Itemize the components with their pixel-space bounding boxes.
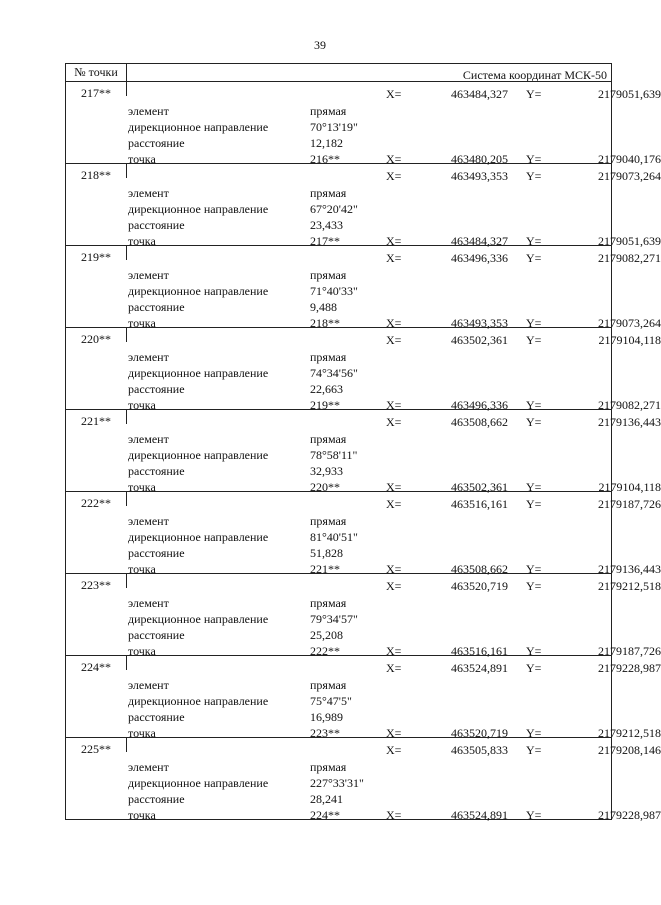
element-label: элемент (128, 678, 169, 692)
point-id: 224** (81, 660, 111, 674)
direction-label: дирекционное направление (128, 448, 269, 462)
target-y-value: 2179040,176 (598, 152, 661, 166)
page-number: 39 (314, 38, 326, 52)
point-coords-row (128, 496, 661, 512)
element-row (128, 103, 611, 119)
y-label: Y= (526, 234, 542, 248)
element-row (128, 595, 611, 611)
point-block (65, 737, 661, 822)
y-value: 2179073,264 (598, 169, 661, 183)
y-label: Y= (526, 644, 542, 658)
column-divider (126, 738, 127, 752)
point-coords-row (128, 742, 661, 758)
column-divider (126, 656, 127, 670)
target-point-id: 221** (310, 562, 340, 576)
x-value: 463493,353 (451, 169, 508, 183)
distance-value: 12,182 (310, 136, 343, 150)
element-row (128, 349, 611, 365)
target-x-value: 463516,161 (451, 644, 508, 658)
target-point-row (128, 807, 661, 823)
element-row (128, 759, 611, 775)
distance-label: расстояние (128, 218, 185, 232)
element-value: прямая (310, 350, 347, 364)
x-label: X= (386, 497, 402, 511)
table-header (65, 63, 612, 81)
point-label: точка (128, 234, 156, 248)
element-value: прямая (310, 186, 347, 200)
y-value: 2179051,639 (598, 87, 661, 101)
element-label: элемент (128, 186, 169, 200)
direction-label: дирекционное направление (128, 776, 269, 790)
x-value: 463520,719 (451, 579, 508, 593)
x-value: 463484,327 (451, 87, 508, 101)
target-x-value: 463496,336 (451, 398, 508, 412)
point-coords-row (128, 578, 661, 594)
target-y-value: 2179228,987 (598, 808, 661, 822)
point-coords-row (128, 168, 661, 184)
y-value: 2179208,146 (598, 743, 661, 757)
y-label: Y= (526, 316, 542, 330)
distance-row (128, 217, 611, 233)
direction-row (128, 201, 611, 217)
y-label: Y= (526, 152, 542, 166)
column-divider (126, 492, 127, 506)
x-label: X= (386, 398, 402, 412)
point-coords-row (128, 250, 661, 266)
direction-value: 67°20'42" (310, 202, 358, 216)
y-value: 2179228,987 (598, 661, 661, 675)
direction-row (128, 693, 611, 709)
distance-label: расстояние (128, 300, 185, 314)
target-y-value: 2179187,726 (598, 644, 661, 658)
point-coords-row (128, 332, 661, 348)
direction-label: дирекционное направление (128, 612, 269, 626)
point-column-header: № точки (66, 64, 127, 81)
element-value: прямая (310, 268, 347, 282)
x-value: 463502,361 (451, 333, 508, 347)
distance-label: расстояние (128, 464, 185, 478)
column-divider (126, 410, 127, 424)
element-value: прямая (310, 432, 347, 446)
element-value: прямая (310, 596, 347, 610)
direction-label: дирекционное направление (128, 366, 269, 380)
x-value: 463505,833 (451, 743, 508, 757)
element-label: элемент (128, 350, 169, 364)
point-id: 217** (81, 86, 111, 100)
direction-row (128, 365, 611, 381)
direction-value: 71°40'33" (310, 284, 358, 298)
point-id: 221** (81, 414, 111, 428)
direction-label: дирекционное направление (128, 120, 269, 134)
point-coords-row (128, 660, 661, 676)
point-label: точка (128, 152, 156, 166)
target-y-value: 2179082,271 (598, 398, 661, 412)
target-point-id: 216** (310, 152, 340, 166)
target-point-id: 224** (310, 808, 340, 822)
target-y-value: 2179104,118 (598, 480, 661, 494)
point-id: 223** (81, 578, 111, 592)
y-value: 2179082,271 (598, 251, 661, 265)
element-row (128, 431, 611, 447)
direction-value: 74°34'56" (310, 366, 358, 380)
x-value: 463496,336 (451, 251, 508, 265)
point-blocks (65, 81, 661, 822)
point-block (65, 245, 661, 330)
direction-row (128, 611, 611, 627)
point-coords-row (128, 414, 661, 430)
distance-row (128, 381, 611, 397)
target-x-value: 463480,205 (451, 152, 508, 166)
element-row (128, 185, 611, 201)
y-value: 2179187,726 (598, 497, 661, 511)
distance-row (128, 299, 611, 315)
direction-row (128, 283, 611, 299)
element-value: прямая (310, 104, 347, 118)
target-point-id: 223** (310, 726, 340, 740)
y-value: 2179136,443 (598, 415, 661, 429)
x-label: X= (386, 661, 402, 675)
column-divider (126, 82, 127, 96)
distance-value: 51,828 (310, 546, 343, 560)
element-label: элемент (128, 104, 169, 118)
element-label: элемент (128, 514, 169, 528)
distance-row (128, 627, 611, 643)
x-label: X= (386, 152, 402, 166)
x-label: X= (386, 562, 402, 576)
direction-value: 227°33'31" (310, 776, 364, 790)
direction-label: дирекционное направление (128, 694, 269, 708)
direction-value: 78°58'11" (310, 448, 358, 462)
element-label: элемент (128, 760, 169, 774)
distance-value: 25,208 (310, 628, 343, 642)
point-id: 219** (81, 250, 111, 264)
y-label: Y= (526, 743, 542, 757)
direction-row (128, 775, 611, 791)
element-row (128, 513, 611, 529)
target-x-value: 463502,361 (451, 480, 508, 494)
x-value: 463516,161 (451, 497, 508, 511)
x-label: X= (386, 808, 402, 822)
column-divider (126, 246, 127, 260)
target-y-value: 2179136,443 (598, 562, 661, 576)
direction-row (128, 119, 611, 135)
y-label: Y= (526, 808, 542, 822)
direction-value: 79°34'57" (310, 612, 358, 626)
target-x-value: 463484,327 (451, 234, 508, 248)
direction-row (128, 447, 611, 463)
element-label: элемент (128, 596, 169, 610)
x-value: 463524,891 (451, 661, 508, 675)
y-label: Y= (526, 480, 542, 494)
x-label: X= (386, 169, 402, 183)
point-id: 218** (81, 168, 111, 182)
target-point-id: 217** (310, 234, 340, 248)
distance-label: расстояние (128, 792, 185, 806)
column-divider (126, 574, 127, 588)
y-value: 2179104,118 (598, 333, 661, 347)
distance-label: расстояние (128, 382, 185, 396)
coordinate-table (65, 63, 661, 822)
distance-value: 32,933 (310, 464, 343, 478)
x-label: X= (386, 87, 402, 101)
point-block (65, 409, 661, 494)
y-label: Y= (526, 562, 542, 576)
distance-value: 22,663 (310, 382, 343, 396)
point-id: 220** (81, 332, 111, 346)
y-label: Y= (526, 251, 542, 265)
point-label: точка (128, 562, 156, 576)
distance-value: 23,433 (310, 218, 343, 232)
distance-row (128, 791, 611, 807)
element-value: прямая (310, 514, 347, 528)
element-label: элемент (128, 268, 169, 282)
direction-value: 75°47'5" (310, 694, 352, 708)
distance-row (128, 709, 611, 725)
point-label: точка (128, 726, 156, 740)
point-label: точка (128, 808, 156, 822)
distance-label: расстояние (128, 546, 185, 560)
y-label: Y= (526, 661, 542, 675)
point-block (65, 163, 661, 248)
distance-value: 16,989 (310, 710, 343, 724)
y-label: Y= (526, 398, 542, 412)
direction-row (128, 529, 611, 545)
target-x-value: 463493,353 (451, 316, 508, 330)
point-label: точка (128, 644, 156, 658)
target-x-value: 463520,719 (451, 726, 508, 740)
y-label: Y= (526, 497, 542, 511)
x-label: X= (386, 480, 402, 494)
distance-row (128, 545, 611, 561)
point-coords-row (128, 86, 661, 102)
distance-value: 9,488 (310, 300, 337, 314)
point-block (65, 81, 661, 166)
distance-value: 28,241 (310, 792, 343, 806)
point-block (65, 655, 661, 740)
target-x-value: 463508,662 (451, 562, 508, 576)
x-label: X= (386, 251, 402, 265)
x-label: X= (386, 743, 402, 757)
element-value: прямая (310, 678, 347, 692)
column-divider (126, 328, 127, 342)
x-value: 463508,662 (451, 415, 508, 429)
point-block (65, 573, 661, 658)
target-point-id: 222** (310, 644, 340, 658)
target-y-value: 2179051,639 (598, 234, 661, 248)
y-label: Y= (526, 87, 542, 101)
point-label: точка (128, 316, 156, 330)
x-label: X= (386, 415, 402, 429)
distance-label: расстояние (128, 136, 185, 150)
y-label: Y= (526, 726, 542, 740)
element-row (128, 267, 611, 283)
x-label: X= (386, 579, 402, 593)
direction-label: дирекционное направление (128, 530, 269, 544)
column-divider (126, 164, 127, 178)
element-label: элемент (128, 432, 169, 446)
point-id: 222** (81, 496, 111, 510)
y-label: Y= (526, 333, 542, 347)
coord-system-header: Система координат МСК-50 (462, 68, 607, 82)
distance-label: расстояние (128, 710, 185, 724)
x-label: X= (386, 333, 402, 347)
x-label: X= (386, 644, 402, 658)
direction-label: дирекционное направление (128, 284, 269, 298)
x-label: X= (386, 726, 402, 740)
distance-row (128, 135, 611, 151)
point-block (65, 491, 661, 576)
element-value: прямая (310, 760, 347, 774)
x-label: X= (386, 234, 402, 248)
target-x-value: 463524,891 (451, 808, 508, 822)
point-label: точка (128, 398, 156, 412)
target-y-value: 2179073,264 (598, 316, 661, 330)
point-label: точка (128, 480, 156, 494)
direction-value: 81°40'51" (310, 530, 358, 544)
y-label: Y= (526, 415, 542, 429)
point-id: 225** (81, 742, 111, 756)
direction-label: дирекционное направление (128, 202, 269, 216)
target-point-id: 218** (310, 316, 340, 330)
y-value: 2179212,518 (598, 579, 661, 593)
target-point-id: 220** (310, 480, 340, 494)
target-point-id: 219** (310, 398, 340, 412)
y-label: Y= (526, 169, 542, 183)
direction-value: 70°13'19" (310, 120, 358, 134)
distance-label: расстояние (128, 628, 185, 642)
element-row (128, 677, 611, 693)
y-label: Y= (526, 579, 542, 593)
point-block (65, 327, 661, 412)
distance-row (128, 463, 611, 479)
target-y-value: 2179212,518 (598, 726, 661, 740)
x-label: X= (386, 316, 402, 330)
